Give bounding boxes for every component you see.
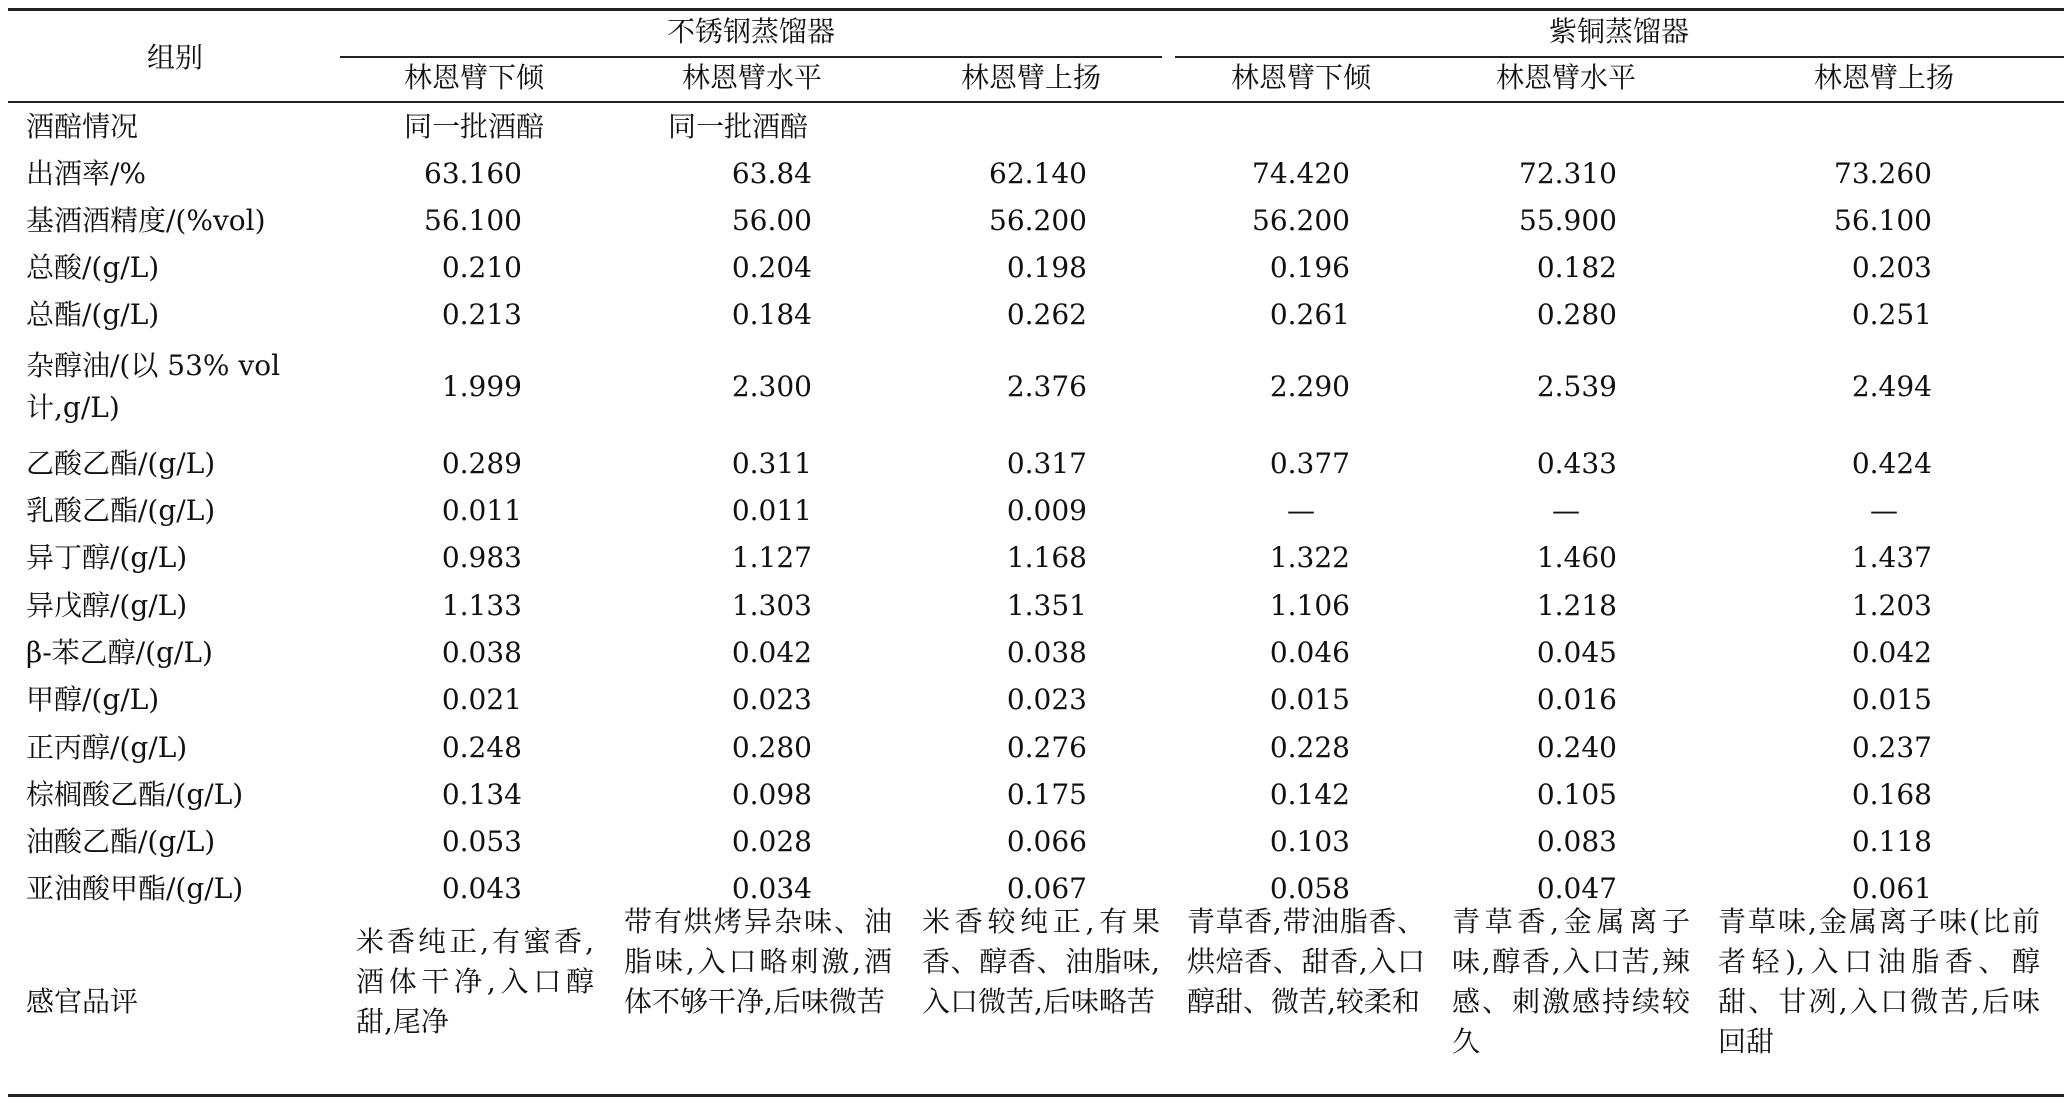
row-label: 油酸乙酯/(g/L) — [26, 825, 216, 858]
table-cell: 0.261 — [1269, 298, 1350, 331]
row-label: 乙酸乙酯/(g/L) — [26, 447, 216, 480]
table-cell: 0.196 — [1269, 251, 1350, 284]
sensory-cell: 带有烘烤异杂味、油脂味,入口略刺激,酒体不够干净,后味微苦 — [624, 905, 892, 1018]
column-header: 林恩臂上扬 — [960, 61, 1102, 94]
table-cell: 0.377 — [1269, 447, 1350, 480]
row-label: 基酒酒精度/(%vol) — [26, 204, 266, 237]
table-cell: 0.240 — [1536, 731, 1617, 764]
table-cell: 0.289 — [441, 447, 522, 480]
table-cell: 2.300 — [731, 370, 812, 403]
table-cell: 0.083 — [1536, 825, 1617, 858]
column-header: 林恩臂水平 — [681, 61, 823, 94]
header-copper-still: 紫铜蒸馏器 — [1548, 15, 1690, 48]
table-cell: 0.210 — [441, 251, 522, 284]
table-cell: 2.376 — [1006, 370, 1087, 403]
table-cell: 0.103 — [1269, 825, 1350, 858]
table-cell: 74.420 — [1252, 157, 1350, 190]
table-cell: 1.106 — [1269, 589, 1350, 622]
sensory-cell: 青草味,金属离子味(比前者轻),入口油脂香、醇甜、甘冽,入口微苦,后味回甜 — [1718, 905, 2040, 1058]
table-cell: 0.038 — [441, 636, 522, 669]
table-cell: 1.460 — [1536, 541, 1617, 574]
table-cell: 56.100 — [1834, 204, 1932, 237]
table-cell: 0.228 — [1269, 731, 1350, 764]
table-cell: 0.184 — [731, 298, 812, 331]
sensory-cell: 米香较纯正,有果香、醇香、油脂味,入口微苦,后味略苦 — [922, 905, 1160, 1018]
table-cell: 1.218 — [1536, 589, 1617, 622]
row-label: 亚油酸甲酯/(g/L) — [26, 872, 244, 905]
table-cell: 0.009 — [1006, 494, 1087, 527]
sensory-cell: 青草香,带油脂香、烘焙香、甜香,入口醇甜、微苦,较柔和 — [1187, 905, 1425, 1018]
table-cell: 0.067 — [1006, 872, 1087, 905]
table-cell: 0.016 — [1536, 683, 1617, 716]
table-cell: 0.237 — [1851, 731, 1932, 764]
table-cell: 1.203 — [1851, 589, 1932, 622]
table-cell: 0.047 — [1536, 872, 1617, 905]
table-cell: 62.140 — [989, 157, 1087, 190]
table-cell: 0.276 — [1006, 731, 1087, 764]
table-cell: 63.160 — [424, 157, 522, 190]
table-cell: — — [1870, 494, 1898, 527]
table-cell: 72.310 — [1519, 157, 1617, 190]
table-cell: 1.437 — [1851, 541, 1932, 574]
table-cell: 0.098 — [731, 778, 812, 811]
table-cell: 0.134 — [441, 778, 522, 811]
table-cell: 2.539 — [1536, 370, 1617, 403]
table-cell: 1.127 — [731, 541, 812, 574]
table-cell: 0.280 — [1536, 298, 1617, 331]
table-cell: 0.038 — [1006, 636, 1087, 669]
table-cell: 0.021 — [441, 683, 522, 716]
bottom-rule — [8, 1094, 2064, 1097]
table-cell: 0.105 — [1536, 778, 1617, 811]
table-cell: 0.053 — [441, 825, 522, 858]
table-cell: 同一批酒醅 — [667, 110, 809, 143]
table-cell: 0.424 — [1851, 447, 1932, 480]
table-cell: 0.118 — [1851, 825, 1932, 858]
table-cell: 0.046 — [1269, 636, 1350, 669]
table-cell: 56.200 — [989, 204, 1087, 237]
table-cell: 0.311 — [731, 447, 812, 480]
table-cell: 0.142 — [1269, 778, 1350, 811]
table-cell: 73.260 — [1834, 157, 1932, 190]
table-cell: 0.983 — [441, 541, 522, 574]
row-label: 异丁醇/(g/L) — [26, 541, 188, 574]
sensory-cell: 米香纯正,有蜜香,酒体干净,入口醇甜,尾净 — [356, 925, 594, 1038]
row-label: 计,g/L) — [26, 391, 120, 424]
table-cell: 56.100 — [424, 204, 522, 237]
top-rule — [8, 8, 2064, 11]
column-header: 林恩臂水平 — [1495, 61, 1637, 94]
table-cell: 0.011 — [441, 494, 522, 527]
table-cell: 0.042 — [1851, 636, 1932, 669]
table-cell: 0.066 — [1006, 825, 1087, 858]
table-cell: 0.058 — [1269, 872, 1350, 905]
table-cell: 0.045 — [1536, 636, 1617, 669]
row-label: 正丙醇/(g/L) — [26, 731, 188, 764]
table-cell: 0.251 — [1851, 298, 1932, 331]
table-cell: 2.290 — [1269, 370, 1350, 403]
table-cell: 0.023 — [731, 683, 812, 716]
table-cell: 0.182 — [1536, 251, 1617, 284]
table-cell: — — [1287, 494, 1315, 527]
table-cell: 63.84 — [731, 157, 812, 190]
table-cell: 0.280 — [731, 731, 812, 764]
table-cell: 1.322 — [1269, 541, 1350, 574]
table-cell: 0.023 — [1006, 683, 1087, 716]
table-cell: 0.262 — [1006, 298, 1087, 331]
row-label: 乳酸乙酯/(g/L) — [26, 494, 216, 527]
row-label: 出酒率/% — [26, 157, 147, 190]
table-cell: 55.900 — [1519, 204, 1617, 237]
column-header: 林恩臂下倾 — [1230, 61, 1372, 94]
table-cell: 0.168 — [1851, 778, 1932, 811]
header-group-label: 组别 — [146, 41, 204, 74]
table-cell: 1.168 — [1006, 541, 1087, 574]
row-label: 感官品评 — [26, 985, 139, 1018]
column-header: 林恩臂下倾 — [403, 61, 545, 94]
table-cell: 0.433 — [1536, 447, 1617, 480]
table-cell: 1.133 — [441, 589, 522, 622]
table-cell: 0.028 — [731, 825, 812, 858]
table-cell: 0.043 — [441, 872, 522, 905]
table-cell: 1.303 — [731, 589, 812, 622]
sensory-cell: 青草香,金属离子味,醇香,入口苦,辣感、刺激感持续较久 — [1452, 905, 1690, 1058]
table-cell: 1.999 — [441, 370, 522, 403]
row-label: 杂醇油/(以 53% vol — [26, 349, 281, 382]
table-cell: 0.203 — [1851, 251, 1932, 284]
row-label: 棕榈酸乙酯/(g/L) — [26, 778, 244, 811]
table-cell: 0.317 — [1006, 447, 1087, 480]
table-cell: 0.061 — [1851, 872, 1932, 905]
header-rule — [8, 101, 2064, 103]
table-cell: 0.248 — [441, 731, 522, 764]
table-cell: 56.200 — [1252, 204, 1350, 237]
table-cell: 0.042 — [731, 636, 812, 669]
table-cell: 0.015 — [1851, 683, 1932, 716]
row-label: 总酸/(g/L) — [26, 251, 160, 284]
header-stainless-still: 不锈钢蒸馏器 — [666, 15, 836, 48]
table-cell: 0.198 — [1006, 251, 1087, 284]
table-cell: 0.034 — [731, 872, 812, 905]
table-cell: 56.00 — [731, 204, 812, 237]
table-cell: 0.213 — [441, 298, 522, 331]
table-cell: 0.175 — [1006, 778, 1087, 811]
table-cell: 0.204 — [731, 251, 812, 284]
row-label: 异戊醇/(g/L) — [26, 589, 188, 622]
table-cell: — — [1552, 494, 1580, 527]
table-cell: 0.011 — [731, 494, 812, 527]
row-label: 总酯/(g/L) — [26, 298, 160, 331]
table-cell: 0.015 — [1269, 683, 1350, 716]
table-cell: 1.351 — [1006, 589, 1087, 622]
row-label: 甲醇/(g/L) — [26, 683, 160, 716]
row-label: 酒醅情况 — [26, 110, 139, 143]
table-cell: 同一批酒醅 — [403, 110, 545, 143]
row-label: β-苯乙醇/(g/L) — [26, 636, 213, 669]
column-header: 林恩臂上扬 — [1813, 61, 1955, 94]
table-cell: 2.494 — [1851, 370, 1932, 403]
